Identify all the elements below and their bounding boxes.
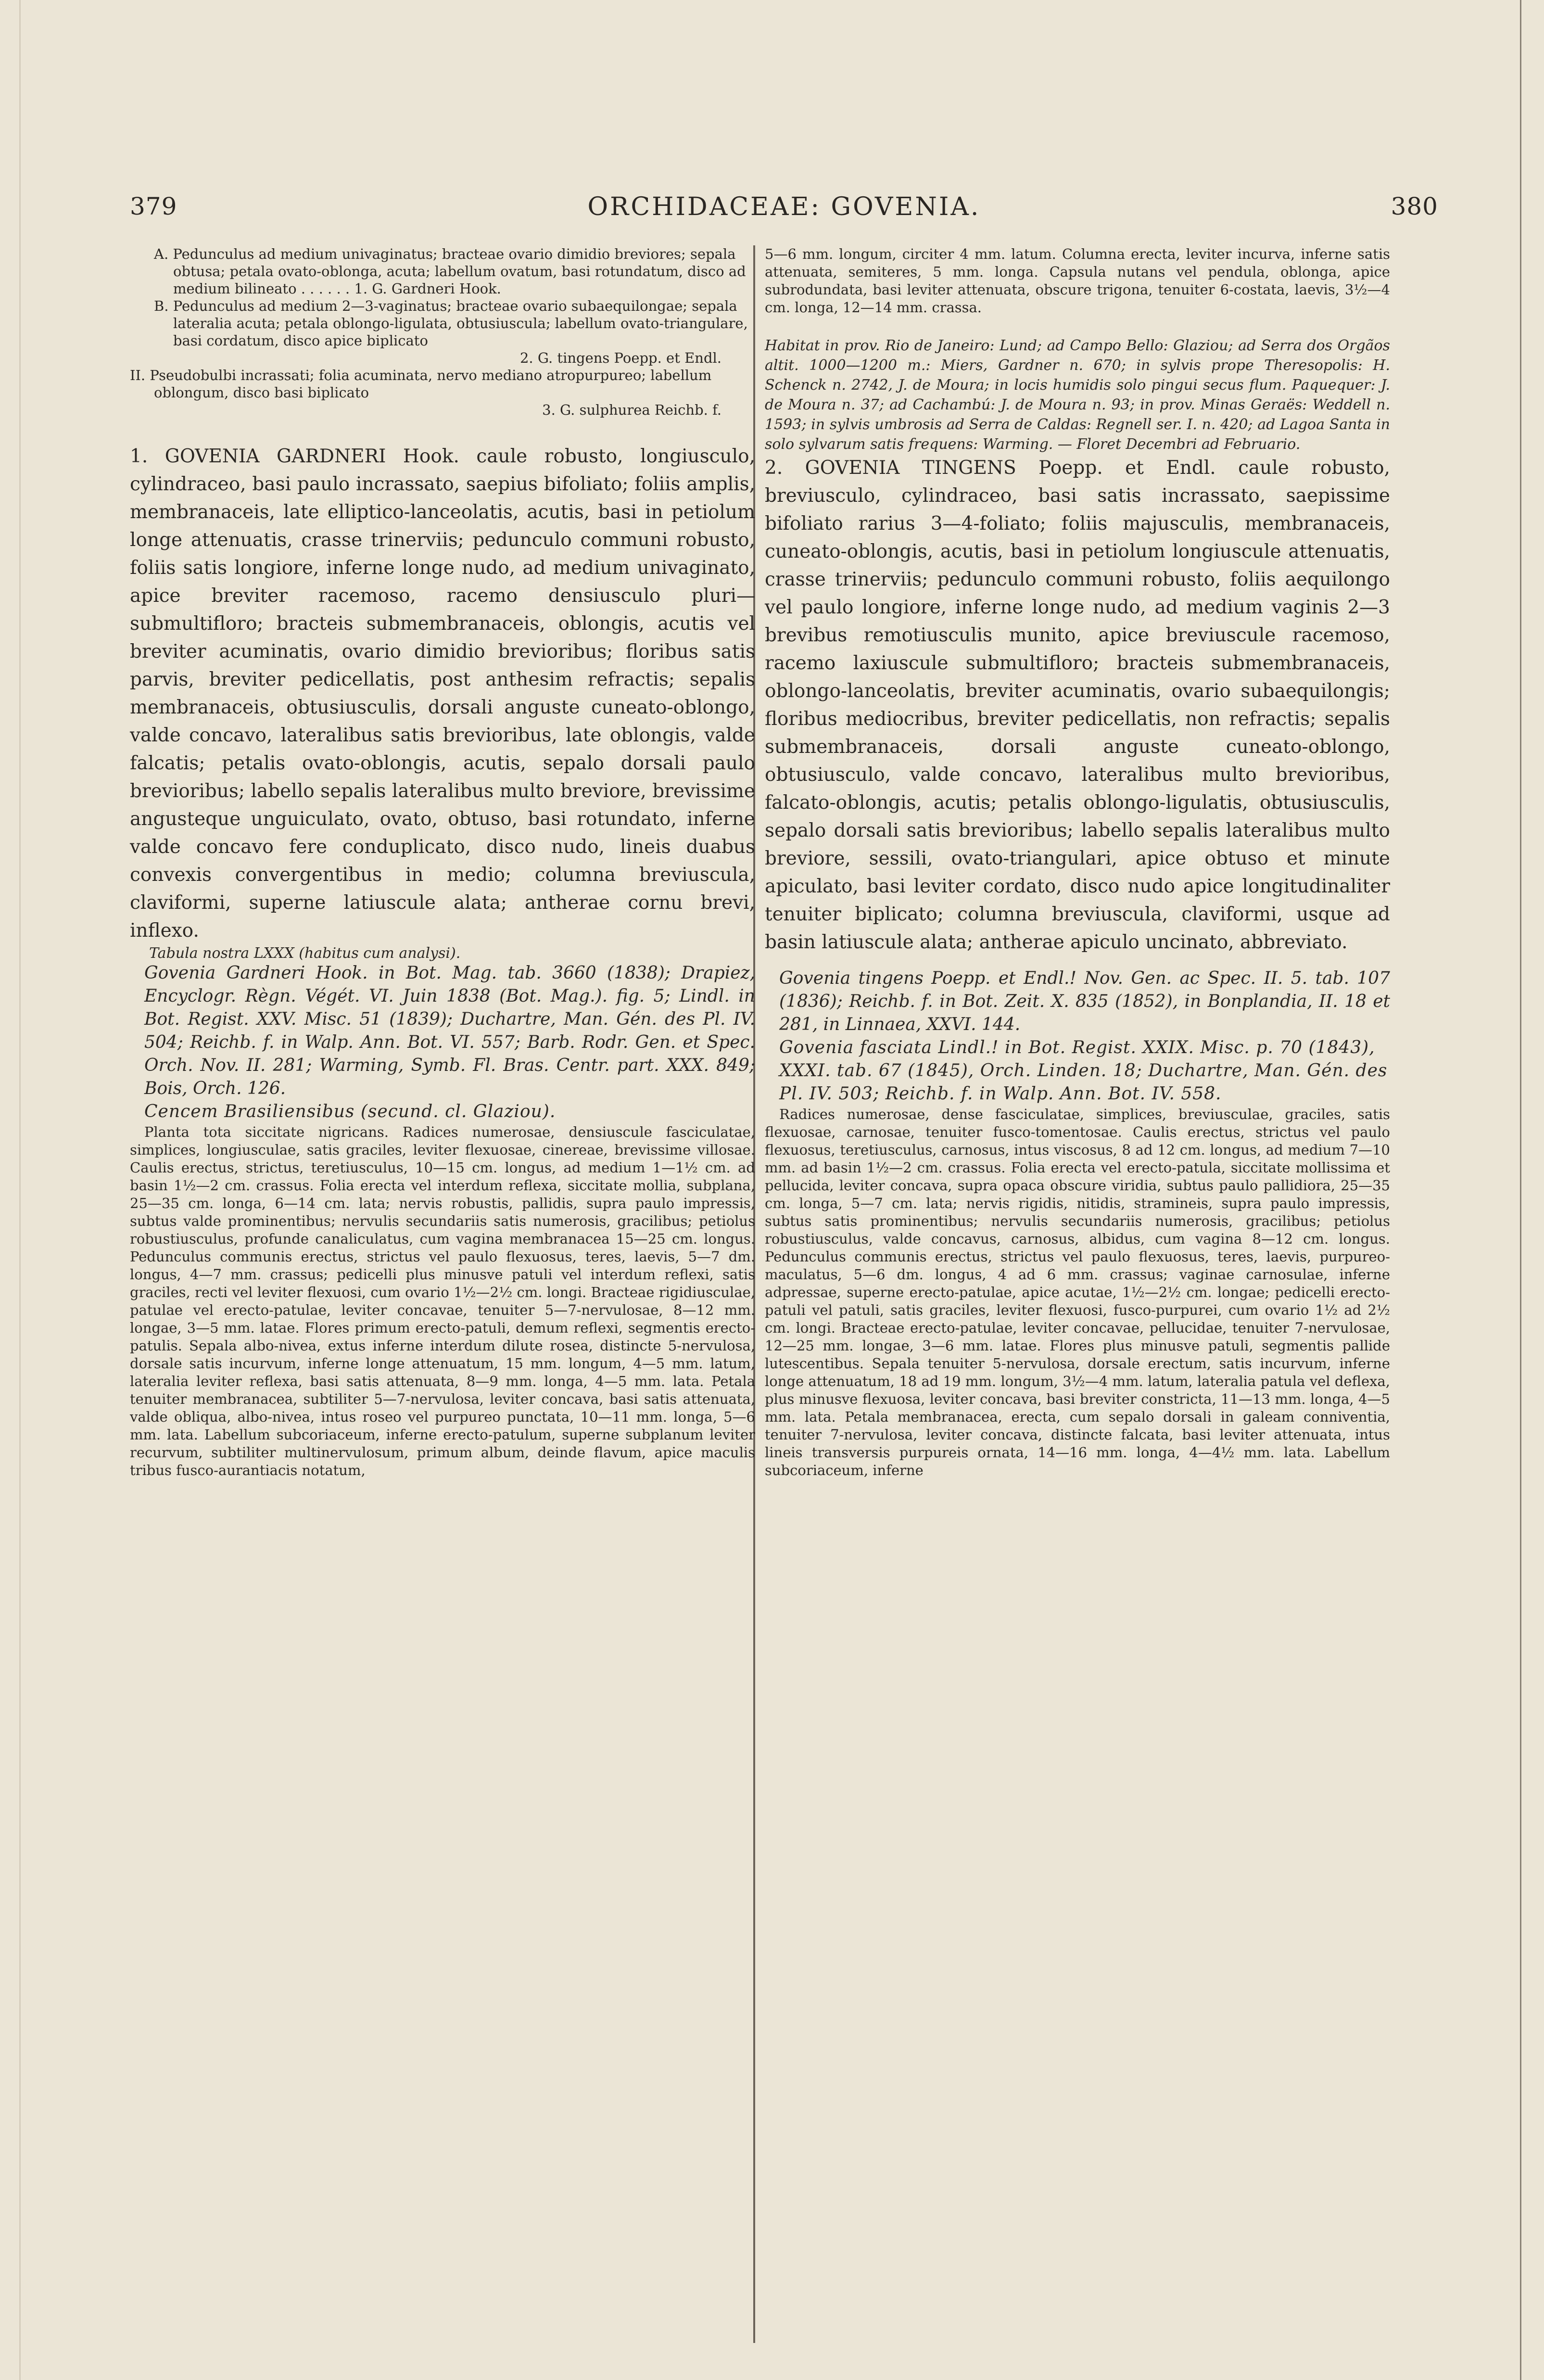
references-2: Govenia tingens Poepp. et Endl.! Nov. Gen. ac Spec. II. 5. tab. 107 (1836); Reichb. f. in Bot. Zeit. X. 835 (1852), in Bonplandia, II. 18 et 281, in Linnaea, XXVI. 144.	[779, 968, 1390, 1034]
right-column	[765, 245, 1390, 1479]
tabula-caption: Tabula nostra LXXX (habitus cum analysi).	[149, 945, 461, 962]
key-b: B. Pedunculus ad medium 2—3-vaginatus; bracteae ovario subaequilongae; sepala lateralia acuta; petala oblongo-ligulata, obtusiuscula; labellum ovato-triangulare, basi cordatum, disco apice biplicato	[154, 298, 748, 349]
key-a: A. Pedunculus ad medium univaginatus; bracteae ovario dimidio breviores; sepala obtusa; petala ovato-oblonga, acuta; labellum ovatum, basi rotundatum, disco ad medium bilineato . . . . . . 1. G. Gardneri Hook.	[154, 246, 746, 297]
running-title: ORCHIDACEAE: GOVENIA.	[587, 192, 981, 221]
vernacular-name: Cencem Brasiliensibus (secund. cl. Glaziou).	[144, 1102, 556, 1121]
references-2b: Govenia fasciata Lindl.! in Bot. Regist. XXIX. Misc. p. 70 (1843), XXXI. tab. 67 (1845), Orch. Linden. 18; Duchartre, Man. Gén. des Pl. IV. 503; Reichb. f. in Walp. Ann. Bot. IV. 558.	[779, 1038, 1388, 1104]
description-2: Radices numerosae, dense fasciculatae, simplices, breviusculae, graciles, satis flexuosae, carnosae, tenuiter fusco-tomentosae. Caulis erectus, strictus vel paulo flexuosus, teretiusculus, carnosus, intus viscosus, 8 ad 12 cm. longus, ad medium 7—10 mm. ad basin 1½—2 cm. crassus. Folia erecta vel erecto-patula, siccitate mollissima et pellucida, leviter concava, supra opaca obscure viridia, subtus paulo pallidiora, 25—35 cm. longa, 5—7 cm. lata; nervis rigidis, nitidis, stramineis, supra paulo impressis, subtus satis prominentibus; nervulis secundariis numerosis, gracilibus; petiolus robustiusculus, valde concavus, carnosus, albidus, cum vagina 8—12 cm. longus. Pedunculus communis erectus, strictus vel paulo flexuosus, teres, laevis, purpureo-maculatus, 5—6 dm. longus, 4 ad 6 mm. crassus; vaginae carnosulae, inferne adpressae, superne erecto-patulae, apice acutae, 1½—2½ cm. longae; pedicelli erecto-patuli vel patuli, satis graciles, leviter flexuosi, fusco-purpurei, cum ovario 1½ ad 2½ cm. longi. Bracteae erecto-patulae, leviter concavae, pellucidae, tenuiter 7-nervulosae, 12—25 mm. longae, 3—6 mm. latae. Flores plus minusve patuli, segmentis pallide lutescentibus. Sepala tenuiter 5-nervulosa, dorsale erectum, satis incurvum, inferne longe attenuatum, 18 ad 19 mm. longum, 3½—4 mm. latum, lateralia patula vel deflexa, plus minusve flexuosa, leviter concava, basi breviter constricta, 11—13 mm. longa, 4—5 mm. lata. Petala membranacea, erecta, cum sepalo dorsali in galeam conniventia, tenuiter 7-nervulosa, leviter concava, distincte falcata, basi leviter attenuata, intus lineis transversis purpureis ornata, 14—16 mm. longa, 4—4½ mm. lata. Labellum subcoriaceum, inferne	[765, 1106, 1390, 1478]
species-entry-1: 1. GOVENIA GARDNERI Hook. caule robusto, longiusculo, cylindraceo, basi paulo incrassato, saepius bifoliato; foliis amplis, membranaceis, late elliptico-lanceolatis, acutis, basi in petiolum longe attenuatis, crasse trinerviis; pedunculo communi robusto, foliis satis longiore, inferne longe nudo, ad medium univaginato, apice breviter racemoso, racemo densiusculo pluri—submultifloro; bracteis submembranaceis, oblongis, acutis vel breviter acuminatis, ovario dimidio brevioribus; floribus satis parvis, breviter pedicellatis, post anthesim refractis; sepalis membranaceis, obtusiusculis, dorsali anguste cuneato-oblongo, valde concavo, lateralibus satis brevioribus, late oblongis, valde falcatis; petalis ovato-oblongis, acutis, sepalo dorsali paulo brevioribus; labello sepalis lateralibus multo breviore, brevissime angusteque unguiculato, ovato, obtuso, basi rotundato, inferne valde concavo fere conduplicato, disco nudo, lineis duabus convexis convergentibus in medio; columna breviuscula, claviformi, superne latiuscule alata; antherae cornu brevi, inflexo.	[130, 445, 755, 942]
book-page	[130, 183, 1438, 2348]
page-edge-left	[19, 0, 21, 2380]
running-header	[130, 183, 1438, 226]
left-column	[130, 245, 755, 1479]
habitat-1: Habitat in prov. Rio de Janeiro: Lund; ad Campo Bello: Glaziou; ad Serra dos Orgãos altit. 1000—1200 m.: Miers, Gardner n. 670; in sylvis prope Theresopolis: H. Schenck n. 2742, J. de Moura; in locis humidis solo pingui secus flum. Paquequer: J. de Moura n. 37; ad Cachambú: J. de Moura n. 93; in prov. Minas Geraës: Weddell n. 1593; in sylvis umbrosis ad Serra de Caldas: Regnell ser. I. n. 420; ad Lagoa Santa in solo sylvarum satis frequens: Warming. — Floret Decembri ad Februario.	[765, 337, 1390, 453]
right-page-number: 380	[1391, 192, 1438, 220]
references-1: Govenia Gardneri Hook. in Bot. Mag. tab. 3660 (1838); Drapiez, Encyclogr. Règn. Végét. VI. Juin 1838 (Bot. Mag.). fig. 5; Lindl. in Bot. Regist. XXV. Misc. 51 (1839); Duchartre, Man. Gén. des Pl. IV. 504; Reichb. f. in Walp. Ann. Bot. VI. 557; Barb. Rodr. Gen. et Spec. Orch. Nov. II. 281; Warming, Symb. Fl. Bras. Centr. part. XXX. 849; Bois, Orch. 126.	[144, 963, 755, 1098]
key-ii-result: 3. G. sulphurea Reichb. f.	[542, 402, 721, 418]
page-edge-right	[1520, 0, 1521, 2380]
species-entry-2: 2. GOVENIA TINGENS Poepp. et Endl. caule robusto, breviusculo, cylindraceo, basi satis incrassato, saepissime bifoliato rarius 3—4-foliato; foliis majusculis, membranaceis, cuneato-oblongis, acutis, basi in petiolum longiuscule attenuatis, crasse trinerviis; pedunculo communi robusto, foliis aequilongo vel paulo longiore, inferne longe nudo, ad medium vaginis 2—3 brevibus remotiusculis munito, apice breviuscule racemoso, racemo laxiuscule submultifloro; bracteis submembranaceis, oblongo-lanceolatis, breviter acuminatis, ovario subaequilongis; floribus mediocribus, breviter pedicellatis, non refractis; sepalis submembranaceis, dorsali anguste cuneato-oblongo, obtusiusculo, valde concavo, lateralibus multo brevioribus, falcato-oblongis, acutis; petalis oblongo-ligulatis, obtusiusculis, sepalo dorsali satis brevioribus; labello sepalis lateralibus multo breviore, sessili, ovato-triangulari, apice obtuso et minute apiculato, basi leviter cordato, disco nudo apice longitudinaliter tenuiter biplicato; columna breviuscula, claviformi, usque ad basin latiuscule alata; antherae apiculo uncinato, abbreviato.	[765, 457, 1390, 953]
key-b-result: 2. G. tingens Poepp. et Endl.	[519, 350, 721, 366]
key-ii: II. Pseudobulbi incrassati; folia acuminata, nervo mediano atropurpureo; labellum oblongum, disco basi biplicato	[130, 367, 712, 401]
left-page-number: 379	[130, 192, 177, 220]
description-1: Planta tota siccitate nigricans. Radices numerosae, densiuscule fasciculatae, simplices, longiusculae, satis graciles, leviter flexuosae, cinereae, brevissime villosae. Caulis erectus, strictus, teretiusculus, 10—15 cm. longus, ad medium 1—1½ cm. ad basin 1½—2 cm. crassus. Folia erecta vel interdum reflexa, siccitate mollia, subplana, 25—35 cm. longa, 6—14 cm. lata; nervis robustis, pallidis, supra paulo impressis, subtus valde prominentibus; nervulis secundariis satis numerosis, gracilibus; petiolus robustiusculus, profunde canaliculatus, cum vagina membranacea 15—25 cm. longus. Pedunculus communis erectus, strictus vel paulo flexuosus, teres, laevis, 5—7 dm. longus, 4—7 mm. crassus; pedicelli plus minusve patuli vel interdum reflexi, satis graciles, recti vel leviter flexuosi, cum ovario 1½—2½ cm. longi. Bracteae rigidiusculae, patulae vel erecto-patulae, leviter concavae, tenuiter 5—7-nervulosae, 8—12 mm. longae, 3—5 mm. latae. Flores primum erecto-patuli, demum reflexi, segmentis erecto-patulis. Sepala albo-nivea, extus inferne interdum dilute rosea, distincte 5-nervulosa, dorsale satis incurvum, inferne longe attenuatum, 15 mm. longum, 4—5 mm. latum, lateralia leviter reflexa, basi satis attenuata, 8—9 mm. longa, 4—5 mm. lata. Petala tenuiter membranacea, subtiliter 5—7-nervulosa, leviter concava, basi satis attenuata, valde obliqua, albo-nivea, intus roseo vel purpureo punctata, 10—11 mm. longa, 5—6 mm. lata. Labellum subcoriaceum, inferne erecto-patulum, superne subplanum leviter recurvum, subtiliter multinervulosum, primum album, deinde flavum, apice maculis tribus fusco-aurantiacis notatum,	[130, 1124, 755, 1478]
species-key	[130, 245, 755, 419]
description-1-continued: 5—6 mm. longum, circiter 4 mm. latum. Columna erecta, leviter incurva, inferne satis attenuata, semiteres, 5 mm. longa. Capsula nutans vel pendula, oblonga, apice subrodundata, basi leviter attenuata, obscure trigona, tenuiter 6-costata, laevis, 3½—4 cm. longa, 12—14 mm. crassa.	[765, 246, 1390, 316]
